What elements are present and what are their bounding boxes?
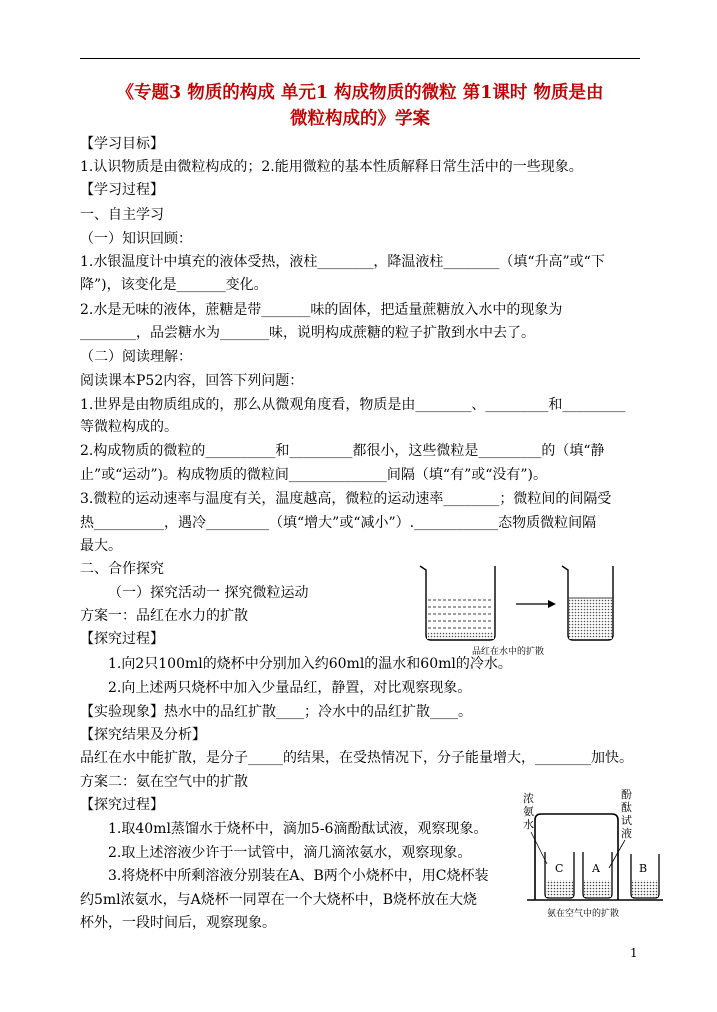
beaker-c-label: C xyxy=(555,862,564,875)
label-phenolphthalein xyxy=(621,788,632,840)
label-ammonia xyxy=(523,791,534,831)
beaker-c xyxy=(545,852,574,898)
section-heading: 【探究结果及分析】 xyxy=(80,727,206,743)
subsection-heading: （二）阅读理解： xyxy=(80,349,192,365)
step-line: 杯外，一段时间后，观察现象。 xyxy=(80,915,276,931)
question-line: 等微粒构成的。 xyxy=(80,419,178,435)
text-line: 1.认识物质是由微粒构成的；2.能用微粒的基本性质解释日常生活中的一些现象。 xyxy=(80,159,583,175)
plan-heading: 方案二：氨在空气中的扩散 xyxy=(80,774,248,790)
question-line: ________，品尝糖水为_______味，说明构成蔗糖的粒子扩散到水中去了。 xyxy=(80,325,535,341)
question-line: 2.水是无味的液体，蔗糖是带_______味的固体，把适量蔗糖放入水中的现象为 xyxy=(80,302,563,318)
section-heading-process: 【学习过程】 xyxy=(80,182,164,198)
plan-heading: 方案一：品红在水力的扩散 xyxy=(80,608,248,624)
figure1-caption: 品红在水中的扩散 xyxy=(472,647,545,657)
question-line: 1.水银温度计中填充的液体受热，液柱________，降温液柱________（填“升高”或“下 xyxy=(80,254,605,270)
step-line: 1.向2只100ml的烧杯中分别加入约60ml的温水和60ml的冷水。 xyxy=(108,656,512,672)
label-char: 水 xyxy=(523,818,534,831)
label-char: 试 xyxy=(621,814,632,827)
label-char: 氨 xyxy=(523,805,534,818)
question-line: 【实验现象】热水中的品红扩散____；冷水中的品红扩散____。 xyxy=(80,704,472,720)
section-heading: 一、自主学习 xyxy=(80,207,164,223)
question-line: 降”)，该变化是_______变化。 xyxy=(80,277,268,293)
figure-ammonia-diffusion xyxy=(517,788,667,920)
text-line: 阅读课本P52内容，回答下列问题： xyxy=(80,373,304,389)
section-heading-objectives: 【学习目标】 xyxy=(80,136,164,152)
page-number: 1 xyxy=(630,946,638,960)
header-rule xyxy=(80,58,640,59)
step-line: 2.取上述溶液少许于一试管中，滴几滴浓氨水，观察现象。 xyxy=(108,845,472,861)
question-line: 品红在水中能扩散，是分子_____的结果，在受热情况下，分子能量增大，________加快。 xyxy=(80,750,633,766)
figure2-caption: 氨在空气中的扩散 xyxy=(547,909,620,919)
title-line-1: 《专题3 物质的构成 单元1 构成物质的微粒 第1课时 物质是由 xyxy=(116,83,604,103)
step-line: 1.取40ml蒸馏水于烧杯中，滴加5-6滴酚酞试液，观察现象。 xyxy=(108,821,488,837)
figure-dye-diffusion xyxy=(412,560,617,660)
ammonia-diffusion-diagram xyxy=(517,788,667,920)
beaker-a xyxy=(583,852,612,898)
subsection-heading: （一）知识回顾： xyxy=(80,231,192,247)
question-line: 3.微粒的运动速率与温度有关，温度越高，微粒的运动速率________；微粒间的间隔受 xyxy=(80,491,612,507)
beaker-before xyxy=(420,566,495,640)
document-title xyxy=(80,80,640,132)
beaker-b xyxy=(631,854,659,898)
step-line: 约5ml浓氨水，与A烧杯一同罩在一个大烧杯中，B烧杯放在大烧 xyxy=(80,892,478,908)
title-line-2: 微粒构成的》学案 xyxy=(290,109,430,129)
question-line: 1.世界是由物质组成的，那么从微观角度看，物质是由________、_________和_________ xyxy=(80,397,626,413)
label-char: 酚 xyxy=(621,788,632,801)
step-line: 3.将烧杯中所剩溶液分别装在A、B两个小烧杯中，用C烧杯装 xyxy=(108,868,489,884)
label-char: 酞 xyxy=(621,801,632,814)
question-line: 止”或“运动”)。构成物质的微粒间______________间隔（填“有”或“没有”)。 xyxy=(80,467,548,483)
beaker-b-label: B xyxy=(639,862,648,875)
dye-diffusion-diagram xyxy=(412,560,617,660)
label-char: 液 xyxy=(621,827,632,840)
step-line: 2.向上述两只烧杯中加入少量品红，静置，对比观察现象。 xyxy=(108,680,472,696)
question-line: 2.构成物质的微粒的__________和_________都很小，这些微粒是_________的（填“静 xyxy=(80,443,605,459)
question-line: 热__________，遇冷_________（填“增大”或“减小”）.____________态物质微粒间隔 xyxy=(80,515,597,531)
section-heading: 二、合作探究 xyxy=(80,561,164,577)
section-heading: 【探究过程】 xyxy=(80,797,164,813)
beaker-after xyxy=(562,566,613,640)
beaker-a-label: A xyxy=(592,862,600,875)
arrow-icon xyxy=(516,600,556,608)
subsection-heading: （一）探究活动一 探究微粒运动 xyxy=(108,585,309,601)
section-heading: 【探究过程】 xyxy=(80,631,164,647)
label-char: 浓 xyxy=(523,792,534,805)
question-line: 最大。 xyxy=(80,538,122,554)
